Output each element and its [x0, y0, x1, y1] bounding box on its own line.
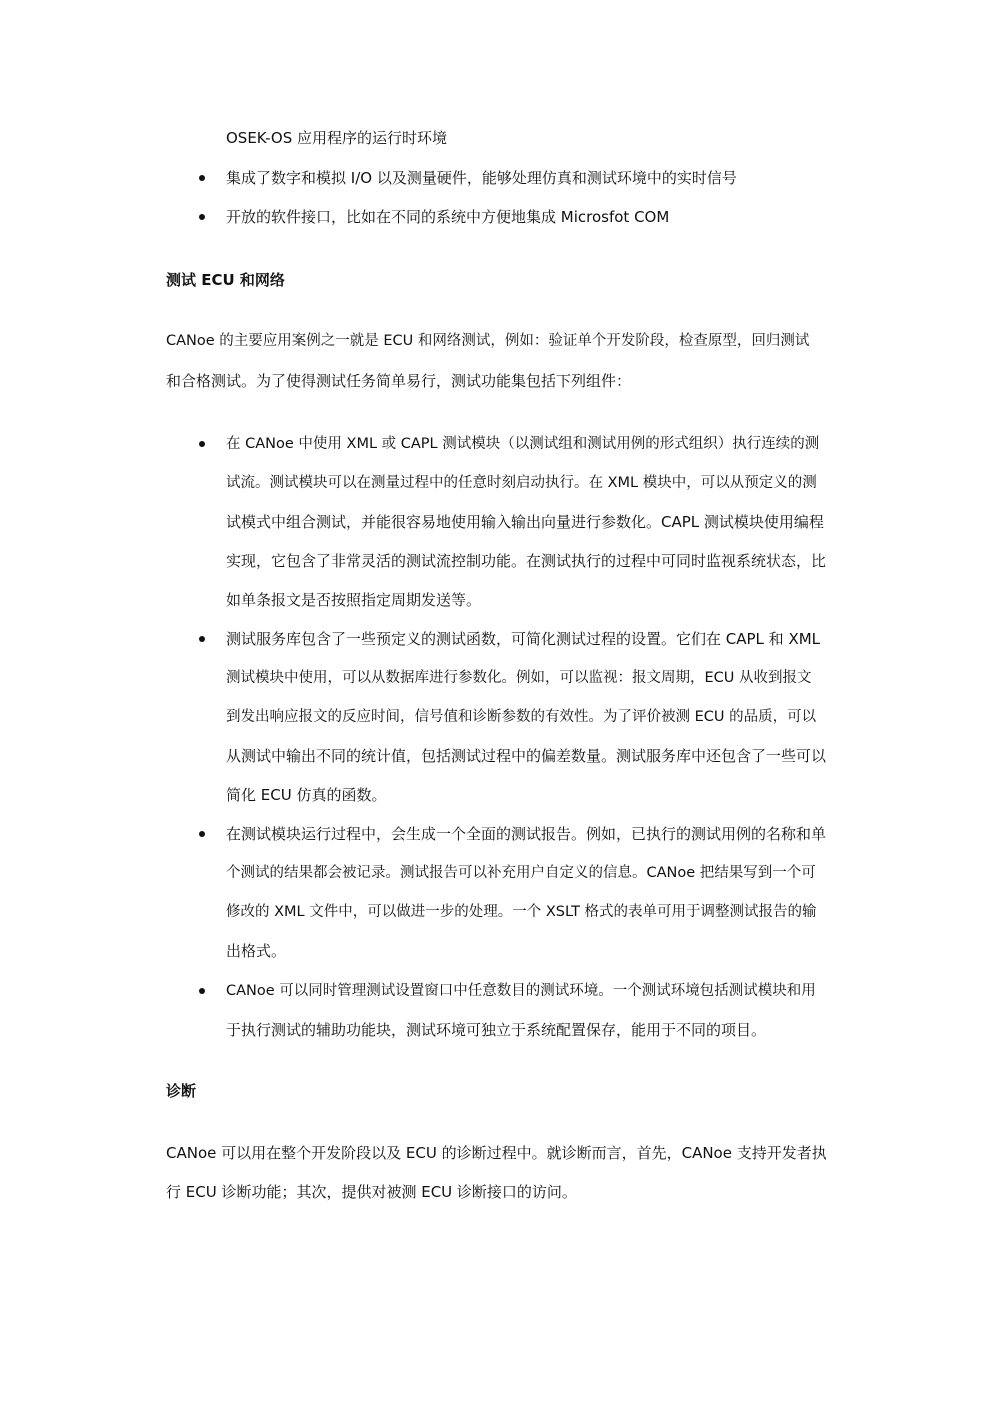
bullet-icon	[199, 988, 205, 994]
list-item-continuation: OSEK-OS 应用程序的运行时环境	[226, 129, 447, 147]
list-item-line: 在测试模块运行过程中，会生成一个全面的测试报告。例如，已执行的测试用例的名称和单	[226, 825, 827, 843]
list-item-line: 于执行测试的辅助功能块，测试环境可独立于系统配置保存，能用于不同的项目。	[226, 1021, 767, 1039]
list-item-line: CANoe 可以同时管理测试设置窗口中任意数目的测试环境。一个测试环境包括测试模块和用	[226, 983, 816, 999]
list-item-line: 测试模块中使用，可以从数据库进行参数化。例如，可以监视：报文周期，ECU 从收到报文	[226, 670, 812, 686]
bullet-icon	[199, 214, 205, 220]
list-item-line: 如单条报文是否按照指定周期发送等。	[226, 591, 482, 609]
bullet-icon	[199, 636, 205, 642]
bullet-icon	[199, 175, 205, 181]
list-item: 开放的软件接口，比如在不同的系统中方便地集成 Microsfot COM	[226, 208, 670, 226]
list-item-line: 实现，它包含了非常灵活的测试流控制功能。在测试执行的过程中可同时监视系统状态，比	[226, 552, 827, 570]
list-item-line: 从测试中输出不同的统计值，包括测试过程中的偏差数量。测试服务库中还包含了一些可以	[226, 747, 827, 765]
paragraph-line: 行 ECU 诊断功能；其次，提供对被测 ECU 诊断接口的访问。	[166, 1183, 577, 1201]
list-item-line: 个测试的结果都会被记录。测试报告可以补充用户自定义的信息。CANoe 把结果写到一个可	[226, 865, 816, 881]
bullet-icon	[199, 831, 205, 837]
paragraph-line: CANoe 的主要应用案例之一就是 ECU 和网络测试，例如：验证单个开发阶段，检查原型，回归测试	[166, 333, 810, 349]
section-heading-diagnosis: 诊断	[166, 1082, 197, 1100]
list-item-line: 在 CANoe 中使用 XML 或 CAPL 测试模块（以测试组和测试用例的形式组织）执行连续的测	[226, 436, 820, 452]
list-item-line: 简化 ECU 仿真的函数。	[226, 786, 387, 804]
list-item-line: 试流。测试模块可以在测量过程中的任意时刻启动执行。在 XML 模块中，可以从预定义的测	[226, 475, 817, 491]
list-item-line: 出格式。	[226, 942, 287, 960]
list-item-line: 到发出响应报文的反应时间，信号值和诊断参数的有效性。为了评价被测 ECU 的品质，可以	[226, 709, 817, 725]
bullet-icon	[199, 441, 205, 447]
list-item-line: 试模式中组合测试，并能很容易地使用输入输出向量进行参数化。CAPL 测试模块使用编程	[226, 513, 824, 531]
paragraph-line: CANoe 可以用在整个开发阶段以及 ECU 的诊断过程中。就诊断而言，首先，CANoe 支持开发者执	[166, 1144, 827, 1162]
list-item: 集成了数字和模拟 I/O 以及测量硬件，能够处理仿真和测试环境中的实时信号	[226, 169, 737, 187]
list-item-line: 修改的 XML 文件中，可以做进一步的处理。一个 XSLT 格式的表单可用于调整测试报告的输	[226, 904, 817, 920]
list-item-line: 测试服务库包含了一些预定义的测试函数，可简化测试过程的设置。它们在 CAPL 和 XML	[226, 630, 821, 648]
section-heading-test: 测试 ECU 和网络	[166, 271, 285, 289]
paragraph-line: 和合格测试。为了使得测试任务简单易行，测试功能集包括下列组件：	[166, 372, 632, 390]
